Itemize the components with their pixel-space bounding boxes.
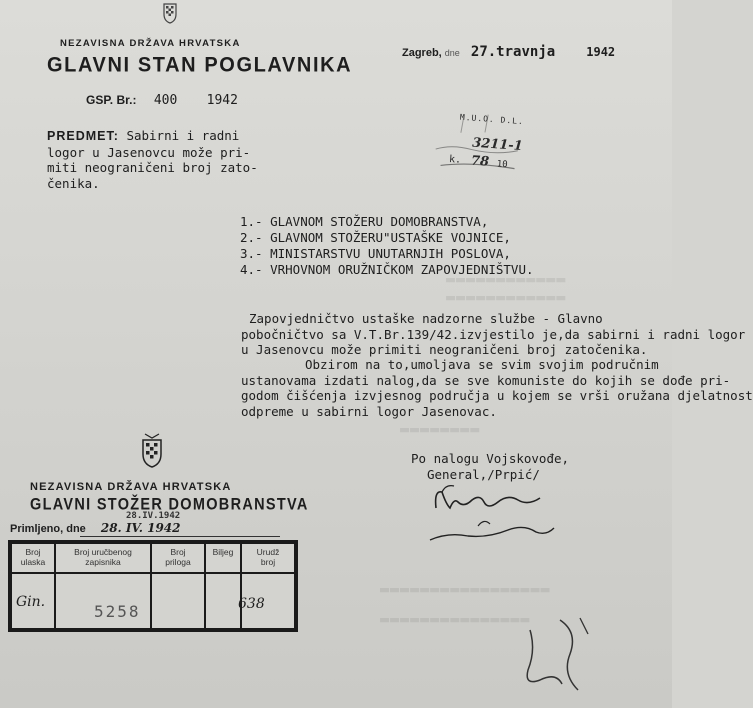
subject-line: Sabirni i radni: [126, 128, 240, 143]
reference-value: 400: [153, 93, 178, 108]
date-year: 1942: [586, 45, 616, 59]
registry-column-header: Biljeg: [206, 544, 242, 574]
subject-block: [47, 128, 258, 191]
stamp-extra: 10: [496, 159, 508, 171]
margin-scribble-icon: [500, 610, 610, 700]
registry-mark-value: 638: [238, 596, 265, 612]
signature-line-2: General,/Prpić/: [427, 466, 540, 482]
receipt-stamp-office: GLAVNI STOŽER DOMOBRANSTVA: [30, 496, 309, 514]
registry-stamp: [434, 111, 525, 181]
coat-of-arms-icon: [162, 2, 178, 24]
subject-line: logor u Jasenovcu može pri-: [47, 144, 251, 160]
body-line: u Jasenovcu može primiti neograničeni broj zatočenika.: [241, 342, 648, 357]
registry-column-header: Urudž broj: [242, 544, 294, 574]
receipt-stamp-state: NEZAVISNA DRŽAVA HRVATSKA: [30, 481, 232, 493]
body-line: godom čišćenja izvjesnog područja u kojem se vrši oružana djelatnost: [241, 388, 753, 403]
registry-column-header: Broj priloga: [152, 544, 206, 574]
stamp-number: 78: [470, 153, 490, 170]
receipt-received-row: [10, 521, 181, 535]
body-paragraph-2: [241, 357, 753, 419]
received-underline: [80, 536, 280, 537]
registry-table: [8, 540, 298, 632]
signature-line-1: Po nalogu Vojskovođe,: [411, 451, 570, 466]
recipient-item: 3.- MINISTARSTVU UNUTARNJIH POSLOVA,: [240, 246, 511, 261]
subject-label: PREDMET:: [47, 129, 119, 143]
body-paragraph-1: [241, 311, 745, 358]
subject-line: čenika.: [47, 175, 100, 191]
recipient-item: 1.- GLAVNOM STOŽERU DOMOBRANSTVA,: [240, 214, 489, 229]
registry-cell: [206, 574, 242, 628]
body-line: ustanovama izdati nalog,da se sve komuniste do kojih se dođe pri-: [241, 372, 731, 388]
body-line: pobočničtvo sa V.T.Br.139/42.izvjestilo je,da sabirni i radni logor: [241, 326, 746, 342]
subject-line: miti neograničeni broj zato-: [47, 160, 258, 175]
stamp-line-3: k.: [448, 154, 462, 166]
registry-column-header: Broj ulaska: [12, 544, 56, 574]
recipient-list: [240, 214, 534, 278]
registry-column-header: Broj uručbenog zapisnika: [56, 544, 152, 574]
letterhead-office: GLAVNI STAN POGLAVNIKA: [47, 53, 353, 77]
handwritten-signature-icon: [428, 478, 558, 548]
body-line: Zapovjedničtvo ustaške nadzorne službe - Glavno: [249, 311, 603, 326]
body-line: Obzirom na to,umoljava se svim svojim područnim: [305, 357, 659, 372]
recipient-item: 4.- VRHOVNOM ORUŽNIČKOM ZAPOVJEDNIŠTVU.: [240, 262, 534, 277]
registry-number-value: 5258: [94, 602, 141, 621]
received-label: Primljeno, dne: [10, 523, 86, 535]
body-line: odpreme u sabirni logor Jasenovac.: [241, 403, 497, 419]
place-city: Zagreb,: [402, 47, 442, 59]
bleed-through-mark: ▬▬▬▬▬▬▬▬▬▬▬▬: [446, 288, 567, 306]
bleed-through-mark: ▬▬▬▬▬▬▬▬▬▬▬▬▬▬▬: [380, 610, 531, 628]
stamp-coat-of-arms-icon: [140, 432, 164, 468]
bleed-through-mark: ▬▬▬▬▬▬▬▬▬▬▬▬▬▬▬▬▬: [380, 580, 551, 598]
registry-cell: [152, 574, 206, 628]
place-and-date: [402, 44, 615, 60]
reference-number: [86, 93, 238, 108]
reference-label: GSP. Br.:: [86, 93, 137, 107]
stamp-line-1: M.U.O. D.L.: [459, 112, 525, 127]
reference-year: 1942: [206, 93, 238, 108]
registry-entry-value: Gin.: [16, 594, 46, 610]
stamp-line-2: 3211-1: [471, 135, 524, 155]
recipient-item: 2.- GLAVNOM STOŽERU"USTAŠKE VOJNICE,: [240, 230, 511, 245]
bleed-through-mark: ▬▬▬▬▬▬▬▬▬▬▬▬: [446, 270, 567, 288]
date-value: 27.travnja: [470, 44, 556, 60]
letterhead-state: NEZAVISNA DRŽAVA HRVATSKA: [60, 38, 241, 49]
received-date: 28. IV. 1942: [100, 521, 181, 535]
bleed-through-mark: ▬▬▬▬▬▬▬▬: [400, 420, 481, 438]
date-label: dne: [444, 48, 460, 58]
receipt-overstamp: 28.IV.1942: [126, 511, 181, 521]
